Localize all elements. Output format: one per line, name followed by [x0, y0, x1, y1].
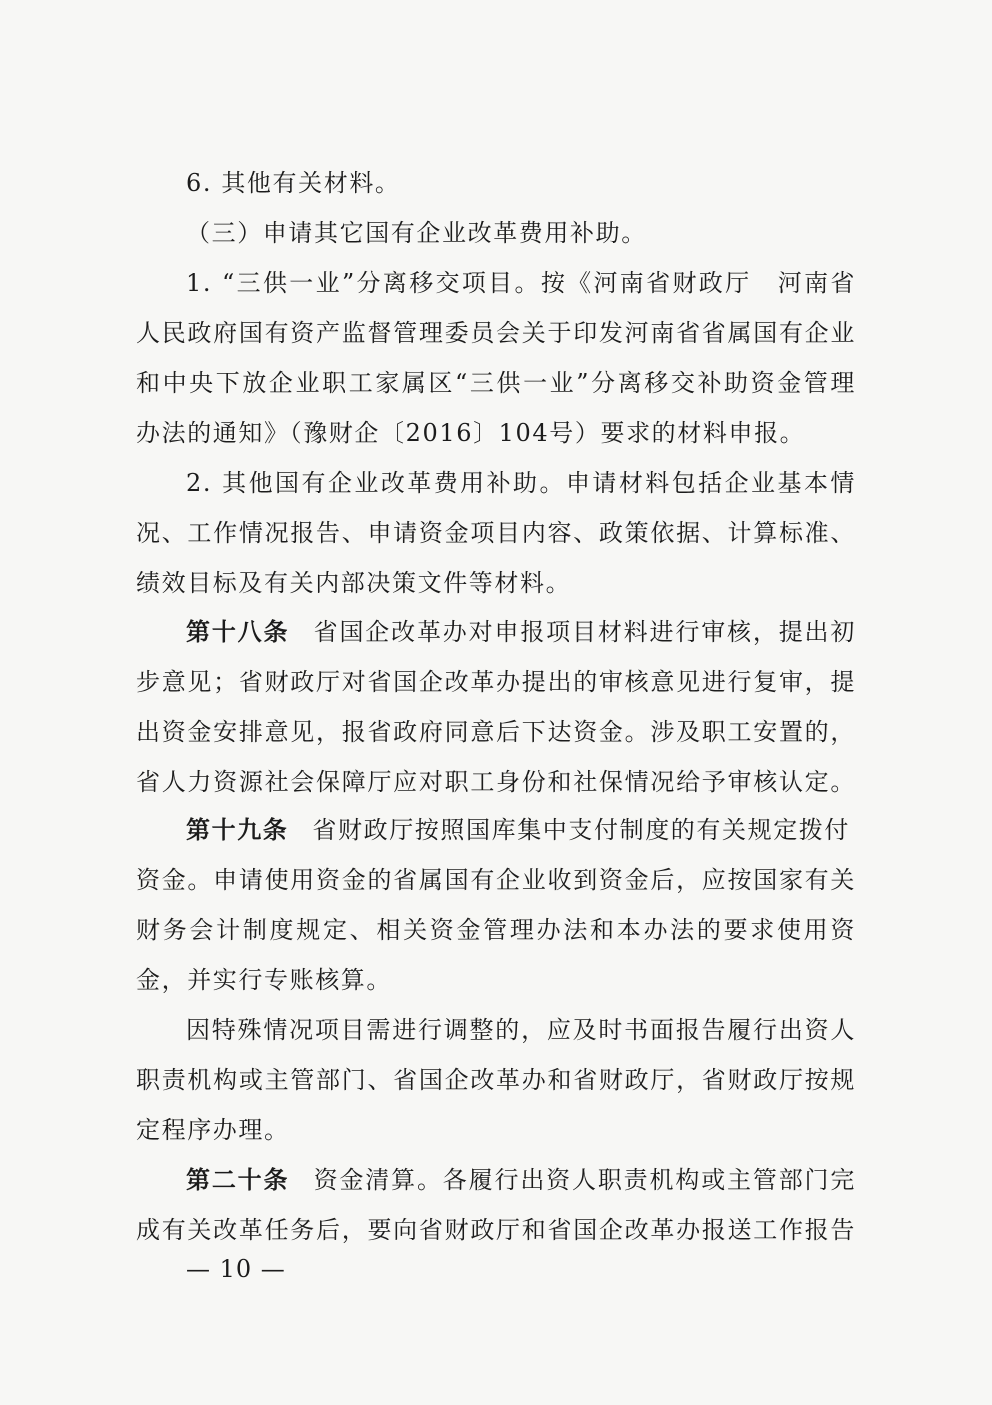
paragraph-line: 2. 其他国有企业改革费用补助。申请材料包括企业基本情: [186, 469, 856, 497]
paragraph-line: 6. 其他有关材料。: [186, 169, 401, 197]
paragraph-line: 财务会计制度规定、相关资金管理办法和本办法的要求使用资: [136, 916, 856, 944]
article-paragraph-line: [186, 810, 856, 850]
paragraph-line: 和中央下放企业职工家属区“三供一业”分离移交补助资金管理: [136, 369, 856, 397]
paragraph-line: 人民政府国有资产监督管理委员会关于印发河南省省属国有企业: [136, 319, 856, 347]
paragraph-line: 金，并实行专账核算。: [136, 966, 392, 994]
paragraph-line: 况、工作情况报告、申请资金项目内容、政策依据、计算标准、: [136, 519, 856, 547]
paragraph-line: 1. “三供一业”分离移交项目。按《河南省财政厅 河南省: [186, 269, 856, 297]
paragraph-line: 因特殊情况项目需进行调整的，应及时书面报告履行出资人: [186, 1016, 856, 1044]
paragraph-line: 职责机构或主管部门、省国企改革办和省财政厅，省财政厅按规: [136, 1066, 856, 1094]
paragraph-line: 资金。申请使用资金的省属国有企业收到资金后，应按国家有关: [136, 866, 856, 894]
paragraph-text: 资金清算。各履行出资人职责机构或主管部门完: [313, 1166, 856, 1194]
article-heading: 第十八条: [186, 617, 290, 646]
page-number: — 10 —: [186, 1255, 286, 1283]
paragraph-line: （三）申请其它国有企业改革费用补助。: [186, 219, 647, 247]
article-paragraph-line: [186, 612, 856, 652]
paragraph-line: 绩效目标及有关内部决策文件等材料。: [136, 569, 572, 597]
paragraph-line: 办法的通知》（豫财企〔2016〕104号）要求的材料申报。: [136, 419, 806, 447]
paragraph-line: 定程序办理。: [136, 1116, 290, 1144]
article-paragraph-line: [186, 1160, 856, 1200]
paragraph-line: 步意见；省财政厅对省国企改革办提出的审核意见进行复审，提: [136, 668, 856, 696]
paragraph-line: 出资金安排意见，报省政府同意后下达资金。涉及职工安置的，: [136, 718, 856, 746]
paragraph-line: 省人力资源社会保障厅应对职工身份和社保情况给予审核认定。: [136, 768, 856, 796]
article-heading: 第十九条: [186, 815, 289, 844]
paragraph-text: 省国企改革办对申报项目材料进行审核，提出初: [313, 618, 856, 646]
paragraph-line: 成有关改革任务后，要向省财政厅和省国企改革办报送工作报告: [136, 1216, 856, 1244]
article-heading: 第二十条: [186, 1165, 290, 1194]
paragraph-text: 省财政厅按照国库集中支付制度的有关规定拨付: [312, 816, 851, 844]
